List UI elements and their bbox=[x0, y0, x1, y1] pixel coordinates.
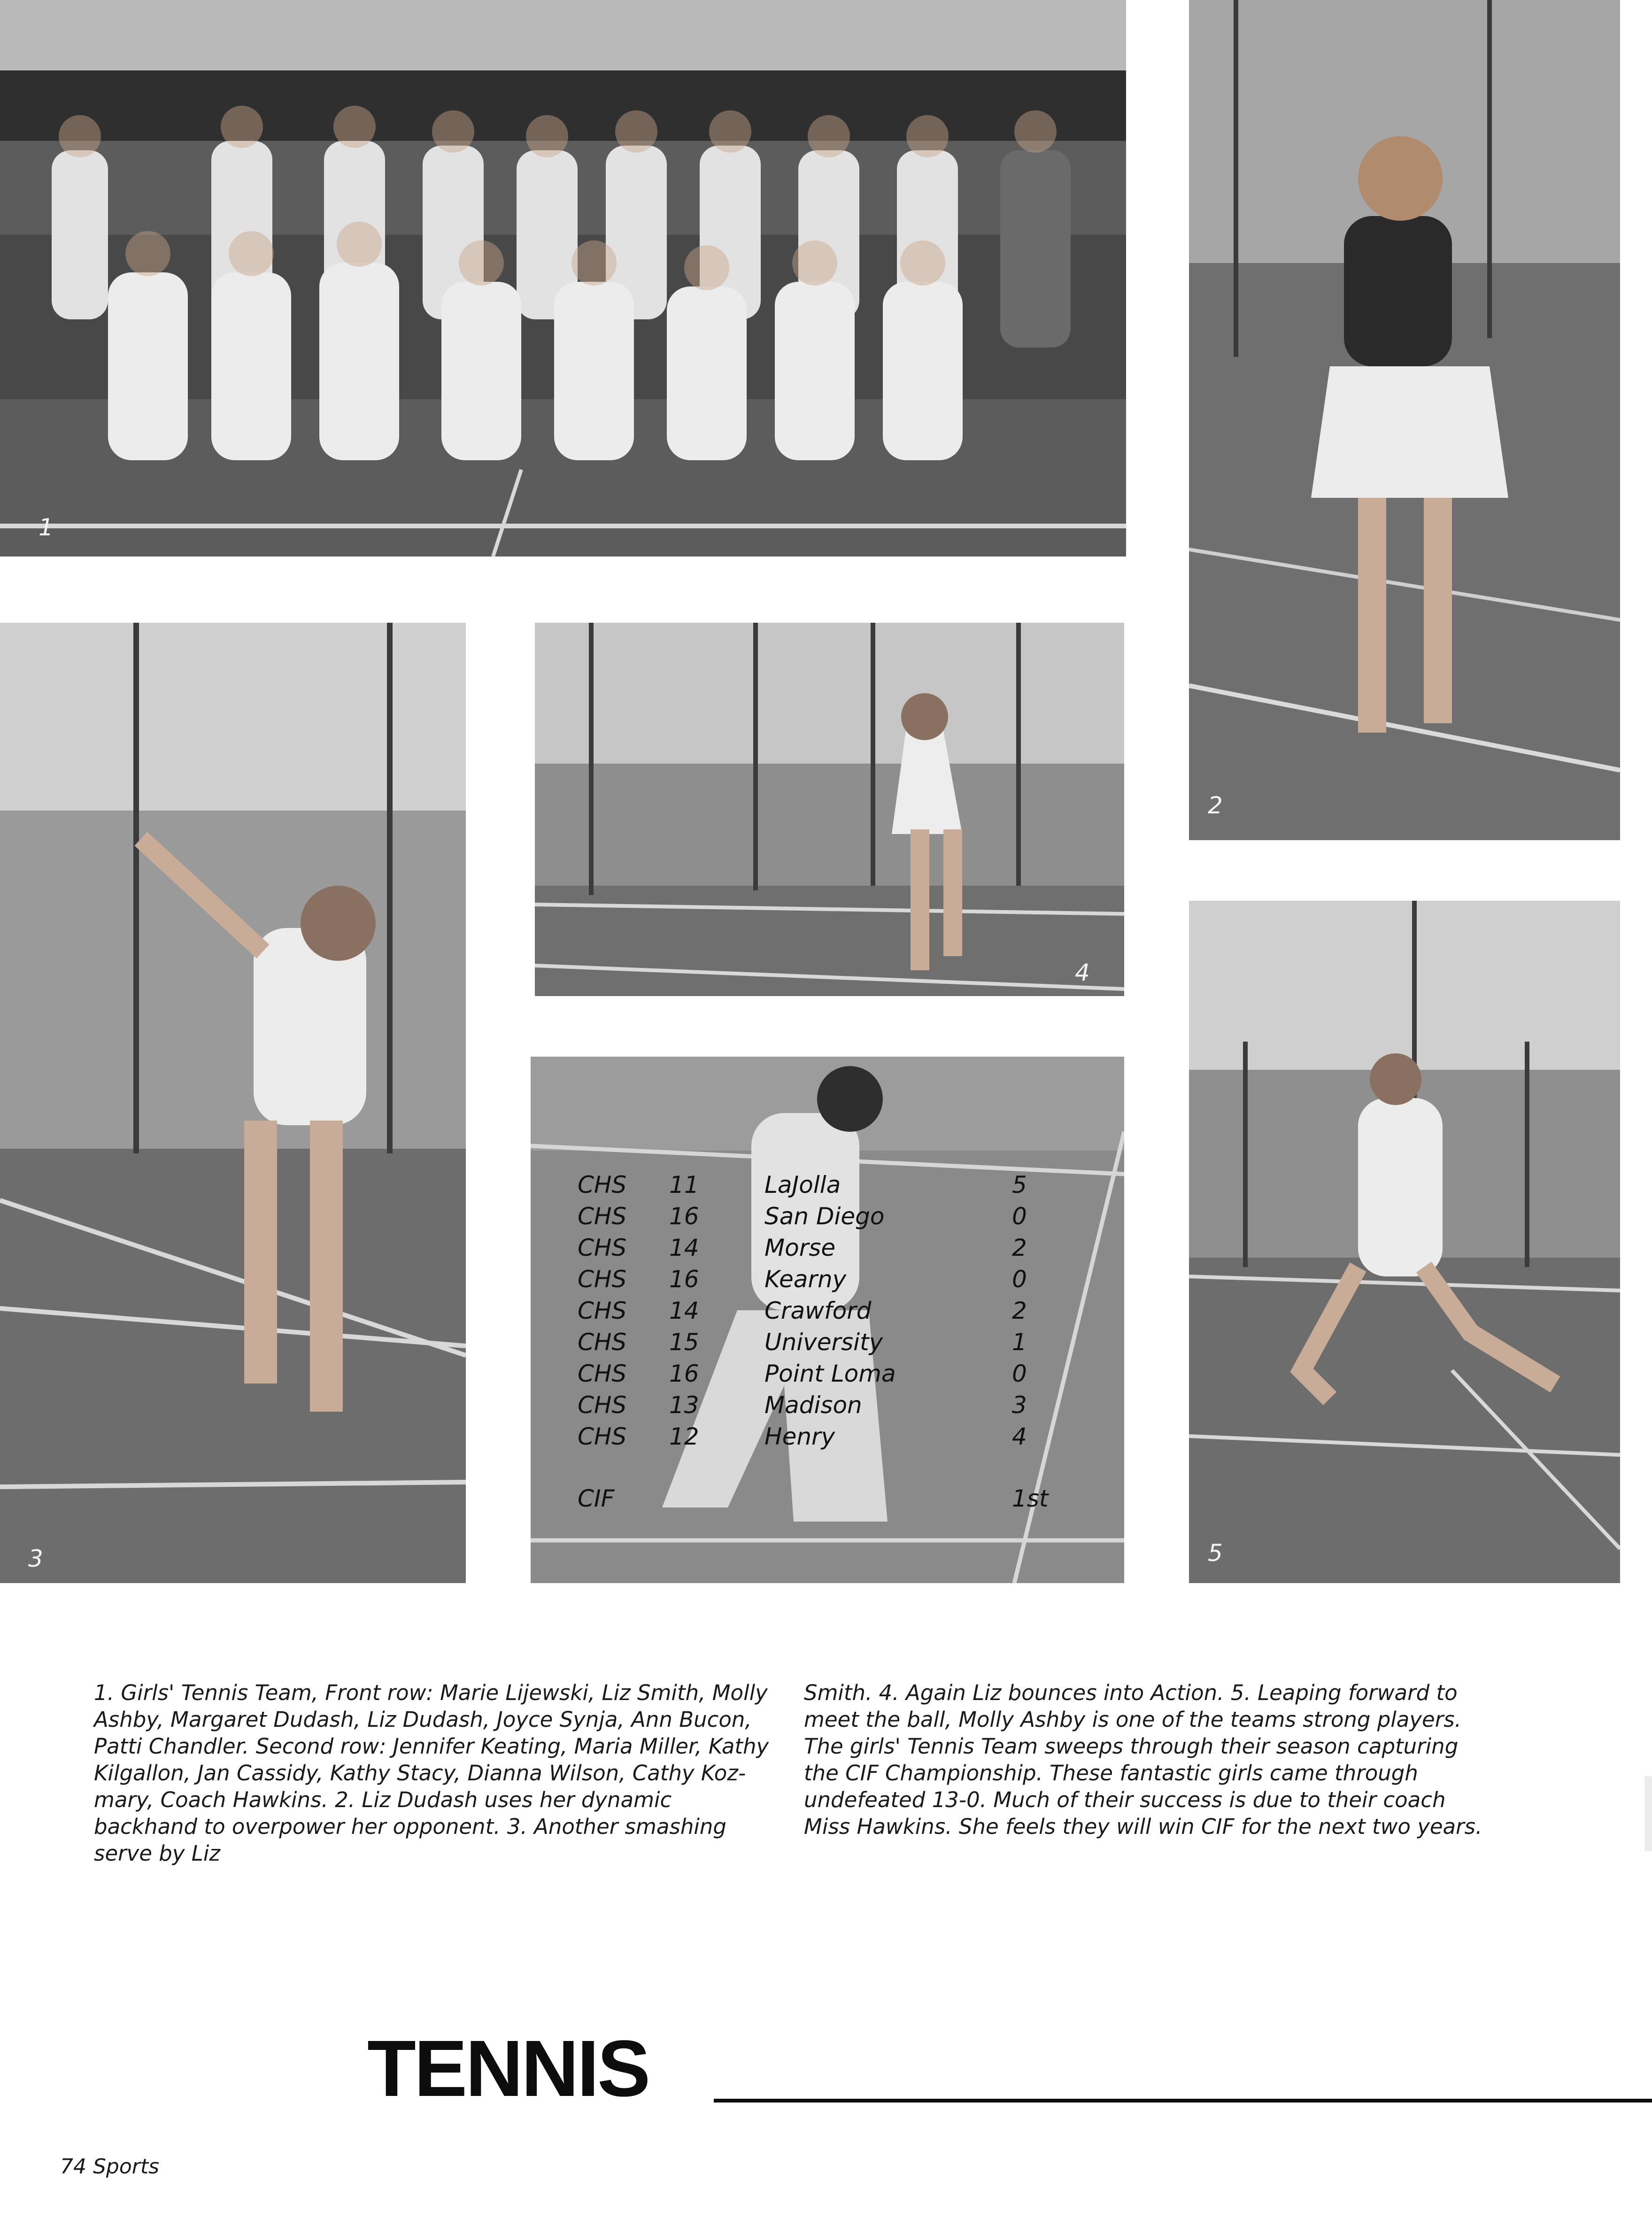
result-opponent: Madison bbox=[764, 1391, 862, 1419]
result-team: CHS bbox=[578, 1423, 627, 1450]
result-opponent: Crawford bbox=[764, 1297, 872, 1324]
page-folio: 74 Sports bbox=[60, 2155, 160, 2179]
result-team: CHS bbox=[578, 1329, 627, 1356]
result-opponent-score: 0 bbox=[1012, 1266, 1027, 1293]
result-opponent-score: 0 bbox=[1012, 1203, 1027, 1230]
cif-result: 1st bbox=[1012, 1485, 1049, 1512]
result-team: CHS bbox=[578, 1234, 627, 1261]
leaping-photo bbox=[1189, 901, 1620, 1583]
result-team: CHS bbox=[578, 1297, 627, 1324]
photo-number: 5 bbox=[1208, 1539, 1223, 1567]
result-opponent: LaJolla bbox=[764, 1171, 841, 1198]
result-team: CHS bbox=[578, 1360, 627, 1387]
photo-caption-right: Smith. 4. Again Liz bounces into Action. 5. Leaping forward to meet the ball, Molly Ashby is one of the teams strong players. The girls' Tennis Team sweeps through their season capturing the CIF Championship. These fantastic girls came through undefeated 13-0. Much of their success is due to their coach Miss Hawkins. She feels they will win CIF for the next two years. bbox=[804, 1680, 1482, 1839]
photo-caption-left: 1. Girls' Tennis Team, Front row: Marie Lijewski, Liz Smith, Molly Ashby, Margaret Dudash, Liz Dudash, Joyce Synja, Ann Bucon, Patti Chandler. Second row: Jennifer Keating, Maria Miller, Kathy Kilgallon, Jan Cassidy, Kathy Stacy, Dianna Wilson, Cathy Koz-mary, Coach Hawkins. 2. Liz Dudash uses her dynamic backhand to overpower her opponent. 3. Another smashing serve by Liz bbox=[94, 1680, 769, 1866]
serve-photo bbox=[0, 623, 466, 1583]
result-opponent: San Diego bbox=[764, 1203, 885, 1230]
action-photo bbox=[535, 623, 1124, 996]
result-score: 12 bbox=[669, 1423, 699, 1450]
serve-photo-image bbox=[0, 623, 466, 1583]
photo-number: 4 bbox=[1075, 959, 1090, 986]
result-team: CHS bbox=[578, 1266, 627, 1293]
result-score: 16 bbox=[669, 1360, 699, 1387]
result-opponent-score: 5 bbox=[1012, 1171, 1027, 1198]
team-photo bbox=[0, 0, 1126, 557]
result-score: 13 bbox=[669, 1391, 699, 1419]
backhand-photo-image bbox=[1189, 0, 1620, 840]
result-score: 16 bbox=[669, 1266, 699, 1293]
photo-number: 1 bbox=[39, 514, 54, 541]
leaping-photo-image bbox=[1189, 901, 1620, 1583]
result-opponent: Henry bbox=[764, 1423, 835, 1450]
result-team: CHS bbox=[578, 1391, 627, 1419]
action-photo-image bbox=[535, 623, 1124, 996]
result-score: 14 bbox=[669, 1297, 699, 1324]
result-score: 15 bbox=[669, 1329, 699, 1356]
photo-number: 3 bbox=[28, 1545, 43, 1572]
result-opponent-score: 1 bbox=[1012, 1329, 1027, 1356]
result-opponent: University bbox=[764, 1329, 883, 1356]
result-opponent: Point Loma bbox=[764, 1360, 896, 1387]
photo-number: 2 bbox=[1208, 792, 1223, 819]
result-opponent-score: 4 bbox=[1012, 1423, 1027, 1450]
result-opponent: Kearny bbox=[764, 1266, 847, 1293]
result-opponent-score: 3 bbox=[1012, 1391, 1027, 1419]
backhand-photo bbox=[1189, 0, 1620, 840]
scoreboard-photo bbox=[531, 1057, 1124, 1583]
section-title: TENNIS bbox=[367, 2024, 649, 2113]
result-opponent-score: 0 bbox=[1012, 1360, 1027, 1387]
result-opponent-score: 2 bbox=[1012, 1297, 1027, 1324]
result-team: CHS bbox=[578, 1171, 627, 1198]
result-opponent-score: 2 bbox=[1012, 1234, 1027, 1261]
page-edge-tab bbox=[1644, 1776, 1652, 1851]
result-score: 14 bbox=[669, 1234, 699, 1261]
cif-label: CIF bbox=[578, 1485, 615, 1512]
title-rule bbox=[714, 2099, 1652, 2103]
result-score: 11 bbox=[669, 1171, 699, 1198]
team-photo-image bbox=[0, 0, 1126, 557]
result-opponent: Morse bbox=[764, 1234, 836, 1261]
result-team: CHS bbox=[578, 1203, 627, 1230]
result-score: 16 bbox=[669, 1203, 699, 1230]
